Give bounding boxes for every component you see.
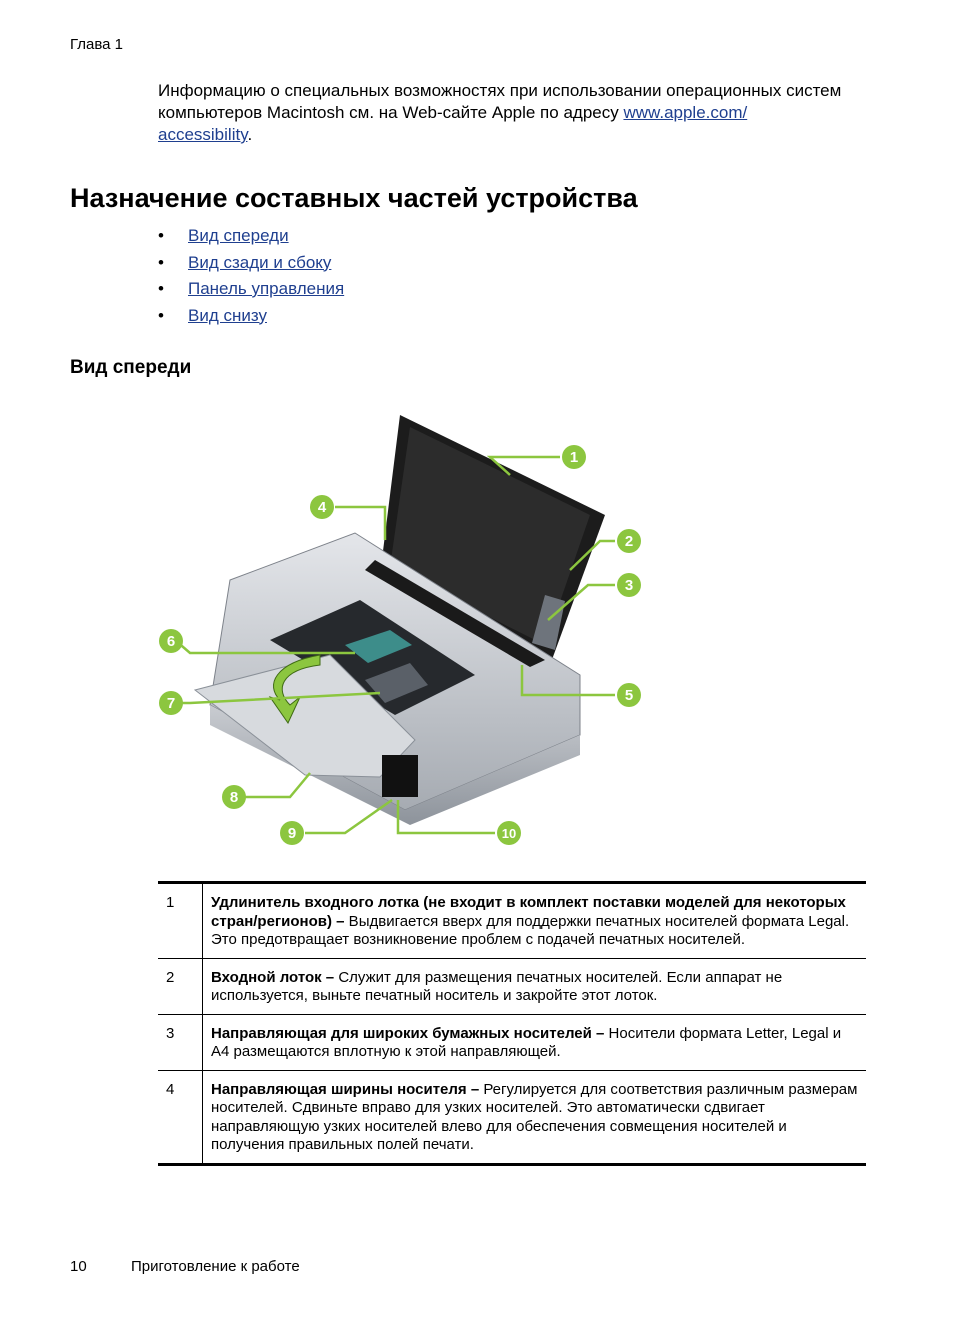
part-description: [203, 958, 867, 1014]
subsection-title: Вид спереди: [70, 357, 192, 378]
part-number: 3: [158, 1014, 203, 1070]
part-term: Направляющая ширины носителя –: [211, 1080, 480, 1098]
callout-label-7: 7: [166, 695, 176, 712]
toc-item: [158, 225, 344, 252]
toc-list: [158, 225, 344, 331]
callout-label-4: 4: [317, 499, 327, 516]
table-row: [158, 1070, 866, 1164]
part-term: Направляющая для широких бумажных носителей –: [211, 1024, 605, 1042]
toc-link-control-panel[interactable]: Панель управления: [188, 279, 345, 298]
toc-item: [158, 252, 344, 279]
chapter-header: Глава 1: [70, 36, 124, 53]
table-row: [158, 883, 866, 959]
intro-text: Информацию о специальных возможностях при использовании операционных систем компьютеров Macintosh см. на Web-сайте Apple по адресу: [158, 81, 842, 122]
toc-link-rear-side-view[interactable]: Вид сзади и сбоку: [188, 252, 332, 272]
table-row: [158, 1014, 866, 1070]
bullet: •: [158, 305, 164, 325]
callout-label-10: 10: [501, 826, 517, 841]
callout-label-3: 3: [624, 577, 634, 594]
toc-item: [158, 278, 344, 305]
page-number: 10: [70, 1258, 87, 1275]
section-title: Назначение составных частей устройства: [70, 183, 638, 213]
table-row: [158, 958, 866, 1014]
part-desc-text: Служит для размещения печатных носителей. Если аппарат не используется, выньте печатный носитель и закройте этот лоток.: [211, 968, 783, 1004]
part-number: 1: [158, 883, 203, 959]
intro-end: .: [247, 125, 253, 144]
callout-label-6: 6: [166, 633, 176, 650]
part-description: [203, 883, 867, 959]
toc-link-bottom-view[interactable]: Вид снизу: [188, 305, 267, 325]
toc-link-front-view[interactable]: Вид спереди: [188, 226, 289, 245]
part-desc-text: Носители формата Letter, Legal и A4 размещаются вплотную к этой направляющей.: [211, 1024, 842, 1060]
part-number: 2: [158, 958, 203, 1014]
footer-title: Приготовление к работе: [131, 1258, 300, 1275]
part-desc-text: Регулируется для соответствия различным размерам носителей. Сдвиньте вправо для узких носителей. Это автоматически сдвигает направляющую узких носителей влево для обеспечения совмещения носителей и получения правильных полей печати.: [211, 1080, 858, 1153]
part-description: [203, 1014, 867, 1070]
parts-table: [158, 881, 866, 1166]
part-term: Удлинитель входного лотка (не входит в комплект поставки моделей для некоторых стран/регионов) –: [211, 894, 846, 930]
bullet: •: [158, 226, 164, 245]
printer-illustration: [150, 405, 634, 855]
callout-label-5: 5: [624, 687, 634, 704]
part-term: Входной лоток –: [211, 968, 335, 986]
part-desc-text: Выдвигается вверх для поддержки печатных носителей формата Legal. Это предотвращает возникновение проблем с подачей печатных носителей.: [211, 912, 850, 948]
bullet: •: [158, 279, 164, 298]
callout-label-1: 1: [569, 449, 579, 466]
part-number: 4: [158, 1070, 203, 1164]
intro-paragraph: [158, 80, 878, 146]
part-description: [203, 1070, 867, 1164]
callout-label-2: 2: [624, 533, 634, 550]
bullet: •: [158, 252, 164, 272]
callout-label-9: 9: [287, 825, 297, 842]
callout-label-8: 8: [229, 789, 239, 806]
toc-item: [158, 305, 344, 332]
apple-accessibility-link[interactable]: www.apple.com/ accessibility: [158, 103, 748, 144]
